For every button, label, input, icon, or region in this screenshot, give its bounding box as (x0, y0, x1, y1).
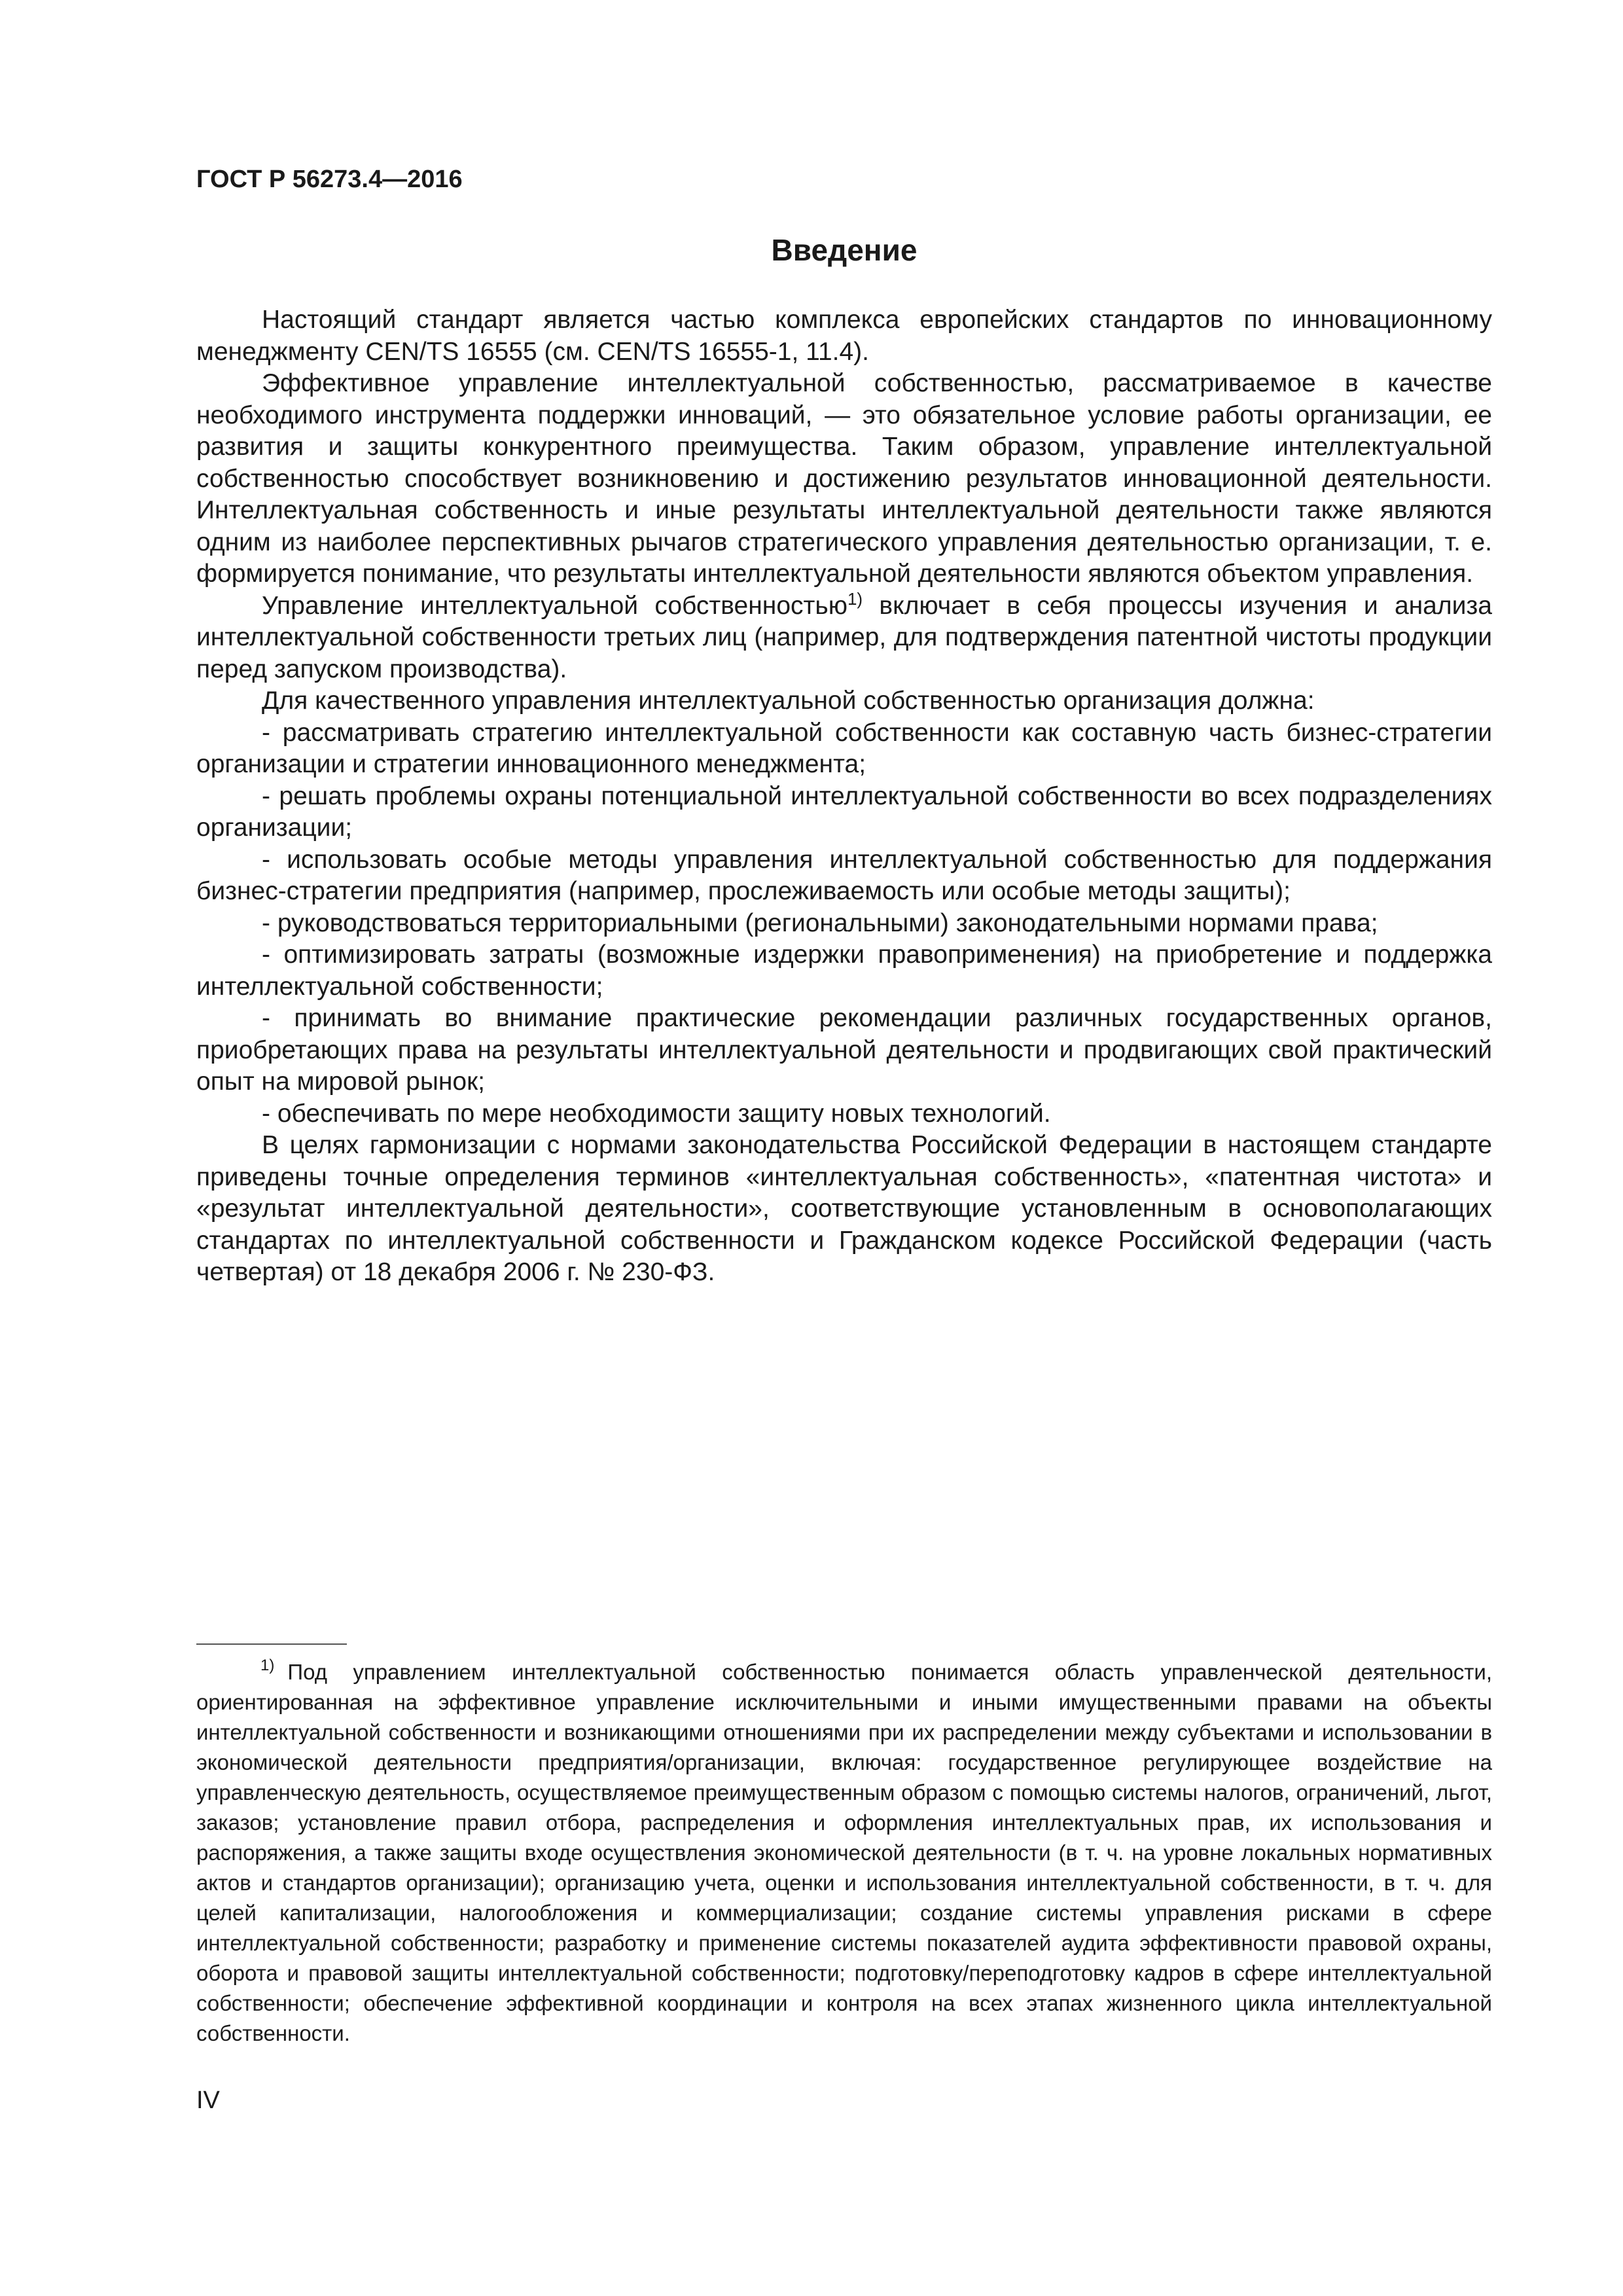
footnote-divider (196, 1643, 347, 1645)
list-item: - руководствоваться территориальными (региональными) законодательными нормами права; (262, 908, 1378, 937)
page-number: IV (196, 2087, 220, 2114)
page-title: Введение (771, 233, 918, 267)
paragraph-text: включает в себя процессы изучения и анализа интеллектуальной собственности третьих лиц (например, для подтверждения патентной чистоты продукции перед запуском производства). (196, 591, 1492, 683)
paragraph-text: Управление интеллектуальной собственностью (262, 591, 847, 620)
footnote-reference[interactable]: 1) (847, 588, 863, 609)
list-item: - рассматривать стратегию интеллектуальной собственности как составную часть бизнес-стратегии организации и стратегии инновационного менеджмента; (196, 718, 1492, 778)
footnote-paragraph (196, 1657, 1492, 2049)
paragraph: Эффективное управление интеллектуальной собственностью, рассматриваемое в качестве необходимого инструмента поддержки инноваций, — это обязательное условие работы организации, ее развития и защиты конкурентного преимущества. Таким образом, управление интеллектуальной собственностью способствует возникновению и достижению результатов инновационной деятельности. Интеллектуальная собственность и иные результаты интеллектуальной деятельности также являются одним из наиболее перспективных рычагов стратегического управления деятельностью организации, т. е. формируется понимание, что результаты интеллектуальной деятельности являются объектом управления. (196, 369, 1492, 588)
document-code: ГОСТ Р 56273.4—2016 (196, 166, 463, 193)
list-item: - принимать во внимание практические рекомендации различных государственных органов, приобретающих права на результаты интеллектуальной деятельности и продвигающих свой практический опыт на мировой рынок; (196, 1004, 1492, 1096)
footnote-marker: 1) (260, 1657, 275, 1674)
list-item: - обеспечивать по мере необходимости защиту новых технологий. (262, 1099, 1051, 1128)
paragraph (196, 590, 1492, 686)
paragraph: Настоящий стандарт является частью комплекса европейских стандартов по инновационному менеджменту CEN/TS 16555 (см. CEN/TS 16555-1, 11.4). (196, 306, 1492, 366)
list-item: - использовать особые методы управления интеллектуальной собственностью для поддержания бизнес-стратегии предприятия (например, прослеживаемость или особые методы защиты); (196, 845, 1492, 905)
footnote (196, 1657, 1492, 2049)
paragraph: В целях гармонизации с нормами законодательства Российской Федерации в настоящем стандарте приведены точные определения терминов «интеллектуальная собственность», «патентная чистота» и «результат интеллектуальной деятельности», соответствующие установленным в основополагающих стандартах по интеллектуальной собственности и Гражданском кодексе Российской Федерации (часть четвертая) от 18 декабря 2006 г. № 230-ФЗ. (196, 1131, 1492, 1286)
body-text (196, 304, 1492, 1289)
paragraph: Для качественного управления интеллектуальной собственностью организация должна: (262, 687, 1315, 715)
footnote-text: Под управлением интеллектуальной собственностью понимается область управленческой деятельности, ориентированная на эффективное управление исключительными и иными имущественными правами на объекты интеллектуальной собственности и возникающими отношениями при их распределении между субъектами и использовании в экономической деятельности предприятия/организации, включая: государственное регулирующее воздействие на управленческую деятельность, осуществляемое преимущественным образом с помощью системы налогов, ограничений, льгот, заказов; установление правил отбора, распределения и оформления интеллектуальных прав, их использования и распоряжения, а также защиты входе осуществления экономической деятельности (в т. ч. на уровне локальных нормативных актов и стандартов организации); организацию учета, оценки и использования интеллектуальной собственности, в т. ч. для целей капитализации, налогообложения и коммерциализации; создание системы управления рисками в сфере интеллектуальной собственности; разработку и применение системы показателей аудита эффективности правовой охраны, оборота и правовой защиты интеллектуальной собственности; подготовку/переподготовку кадров в сфере интеллектуальной собственности; обеспечение эффективной координации и контроля на всех этапах жизненного цикла интеллектуальной собственности. (196, 1660, 1492, 2045)
list-item: - решать проблемы охраны потенциальной интеллектуальной собственности во всех подразделениях организации; (196, 781, 1492, 842)
list-item: - оптимизировать затраты (возможные издержки правоприменения) на приобретение и поддержка интеллектуальной собственности; (196, 941, 1492, 1001)
